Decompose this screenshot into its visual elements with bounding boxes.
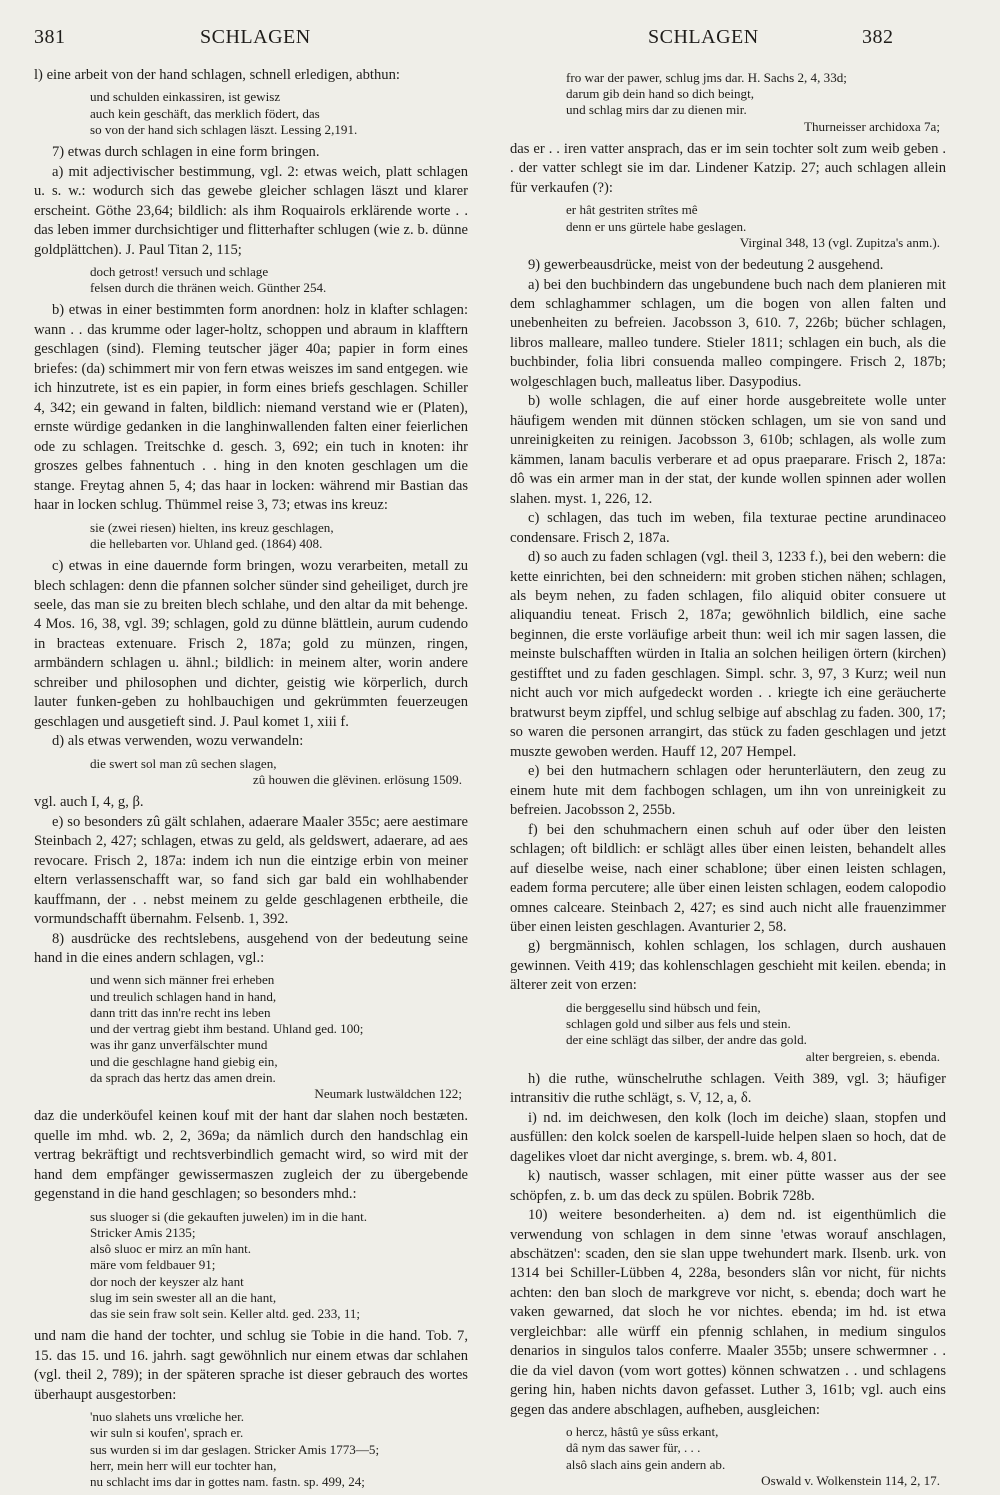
entry-paragraph: d) als etwas verwenden, wozu verwandeln: (52, 733, 304, 750)
quotation-line: alter bergreien, s. ebenda. (805, 1048, 940, 1064)
right-text-column (510, 66, 946, 1494)
verse-quotation (510, 202, 946, 251)
left-text-column (34, 66, 468, 1495)
entry-paragraph: f) bei den schuhmachern einen schuh auf oder über den leisten schlagen; oft bildlich: er schlägt alles über einen leisten, behandelt alles auf dieselbe weise, nach einer schablone; über einen leisten schlagen, eadem forma percutere; alle über einen leisten schlagen, eodem calopodio omnes calceare. Steinbach 2, 427; es sind auch nicht alle frauenzimmer über einen leisten geschlagen. Avanturier 2, 58. (510, 821, 946, 935)
verse-quotation (510, 1424, 946, 1489)
quotation-line: alsô sluoc er mirz an mîn hant. (90, 1241, 252, 1257)
quotation-line: und schlag mirs dar zu dienen mir. (566, 102, 747, 118)
verse-quotation (34, 756, 468, 788)
verse-quotation (510, 1000, 946, 1065)
entry-paragraph: 8) ausdrücke des rechtslebens, ausgehend von der bedeutung seine hand in die eines andern schlagen, vgl.: (34, 930, 468, 966)
quotation-line: nu schlacht ims dar in gottes nam. fastn. sp. 499, 24; (90, 1474, 365, 1490)
quotation-line: dor noch der keyszer alz hant (90, 1273, 244, 1289)
verse-quotation (34, 89, 468, 138)
quotation-line: Thurneisser archidoxa 7a; (804, 118, 940, 134)
quotation-line: darum gib dein hand so dich beingt, (566, 86, 755, 102)
quotation-line: da sprach das hertz das amen drein. (90, 1069, 276, 1085)
entry-paragraph: e) bei den hutmachern schlagen oder herunterläutern, den zeug zu einem hute mit dem fachbogen schlagen, um ihn von unreinigkeit zu befreien. Jacobsson 2, 255b. (510, 763, 946, 819)
quotation-line: 'nuo slahets uns vrœliche her. (90, 1409, 244, 1425)
left-page-number: 381 (34, 26, 66, 48)
entry-paragraph: 7) etwas durch schlagen in eine form bringen. (52, 144, 320, 161)
entry-paragraph: daz die underköufel keinen kouf mit der hant dar slahen noch bestæten. quelle im mhd. wb. 2, 2, 369a; da nämlich durch den handschlag ein vertrag bekräftigt und rechtsverbindlich gemacht wird, so wird mit der hand dem empfänger gewissermaszen zugleich der zu übergebende gegenstand in die hand geschlagen; so besonders mhd.: (34, 1108, 468, 1203)
entry-paragraph: das er . . iren vatter ansprach, das er im sein tochter solt zum weib geben . . der vatter schlegt sie im dar. Lindener Katzip. 27; auch schlagen allein für verkaufen (?): (510, 140, 946, 196)
entry-paragraph: 10) weitere besonderheiten. a) dem nd. ist eigenthümlich die verwendung von schlagen in dem sinne 'etwas worauf anschlagen, abschätzen': scaden, den sie slan uppe twehundert mark. Ilsenb. urk. von 1314 bei Schiller-Lübben 4, 228a, besonders slân vor nicht, für nichts achten: den ban sloch de markgreve vor nicht, s. ebenda; doch wart he vaken gewarned, dat sloch he vor nichtes. ebenda; im hd. ist etwa vergleichbar: alle würff ein pfennig schlahen, in medium singulos denarios in singulos talos conferre. Maaler 355b; unsere schwermner . . die da viel davon (vom wort gottes) können schwatzen . . und schlagens gering hin, haben nichts davon gefasset. Luther 3, 161b; vgl. auch eins gegen das andere abschlagen, aufheben, ausgleichen: (510, 1207, 946, 1418)
quotation-line: dann tritt das inn're recht ins leben (90, 1004, 271, 1020)
quotation-line: Oswald v. Wolkenstein 114, 2, 17. (761, 1472, 940, 1488)
entry-paragraph: c) schlagen, das tuch im weben, fila texturae pectine arundinaceo condensare. Frisch 2, 187a. (510, 510, 946, 546)
quotation-line: das sie sein fraw solt sein. Keller altd. ged. 233, 11; (90, 1306, 361, 1322)
verse-quotation (34, 972, 468, 1102)
left-running-title: SCHLAGEN (200, 26, 311, 48)
entry-paragraph: vgl. auch I, 4, g, β. (34, 794, 144, 811)
entry-paragraph: k) nautisch, wasser schlagen, mit einer pütte wasser aus der see schöpfen, z. b. um das deck zu spülen. Bobrik 728b. (510, 1168, 946, 1204)
quotation-line: wir suln si koufen', sprach er. (90, 1425, 244, 1441)
quotation-line: zû houwen die glëvinen. erlösung 1509. (252, 772, 462, 787)
quotation-line: die berggesellu sind hübsch und fein, (566, 999, 761, 1015)
quotation-line: dâ nym das sawer für, . . . (566, 1440, 701, 1456)
quotation-line: so von der hand sich schlagen läszt. Lessing 2,191. (90, 121, 358, 137)
right-running-title: SCHLAGEN (648, 26, 759, 48)
quotation-line: märe vom feldbauer 91; (90, 1257, 216, 1273)
quotation-line: auch kein geschäft, das merklich födert, das (90, 105, 320, 121)
quotation-line: herr, mein herr will eur tochter han, (90, 1457, 277, 1473)
quotation-line: schlagen gold und silber aus fels und stein. (566, 1016, 791, 1032)
quotation-line: und treulich schlagen hand in hand, (90, 988, 277, 1004)
verse-quotation (34, 264, 468, 296)
quotation-line: o hercz, hâstû ye sûss erkant, (566, 1424, 719, 1440)
quotation-line: sus sluoger si (die gekauften juwelen) im in die hant. (90, 1208, 368, 1224)
quotation-line: und der vertrag giebt ihm bestand. Uhland ged. 100; (90, 1021, 364, 1037)
quotation-line: und schulden einkassiren, ist gewisz (90, 89, 281, 105)
quotation-line: was ihr ganz unverfälschter mund (90, 1037, 268, 1053)
entry-paragraph: a) bei den buchbindern das ungebundene buch nach dem planieren mit dem schlaghammer schlagen, um die bogen von allen falten und unebenheiten zu befreien. Jacobsson 3, 610. 7, 226b; bücher schlagen, libros malleare, malleo tundere. Stieler 1811; schlagen ein buch, als die buchbinder, folia libri consuenda malleo compingere. Frisch 2, 187b; wolgeschlagen buch, malleatus liber. Dasypodius. (510, 276, 946, 390)
verse-quotation (34, 520, 468, 552)
quotation-line: sus wurden si im dar geslagen. Stricker Amis 1773—5; (90, 1441, 380, 1457)
quotation-line: Neumark lustwäldchen 122; (314, 1086, 462, 1102)
quotation-line: er hât gestriten strîtes mê (566, 202, 698, 218)
quotation-line: die swert sol man zû sechen slagen, (90, 755, 277, 771)
quotation-line: Virginal 348, 13 (vgl. Zupitza's anm.). (739, 234, 940, 250)
entry-paragraph: d) so auch zu faden schlagen (vgl. theil 3, 1233 f.), bei den webern: die kette einrichten, bei den schneidern: mit groben stichen nähen; schlagen, als beym nehen, zu faden schlagen, filo aliquid obiter consuere ut aliquandiu teneat. Frisch 2, 187a; gewöhnlich bildlich, eine sache beginnen, die erste vorläufige arbeit thun: weil ich mir sagen lassen, die meinste bulschafften würden in Italia an solchen heiligen örtern (kirchen) gestifftet und zu faden geschlagen. Simpl. schr. 3, 97, 3 Kurz; weil nun nicht auch vor mich aufgedeckt worden . . kriegte ich eine geräucherte bratwurst beym zipffel, und schlug selbige auf abschlag zu faden. 300, 17; so waren die personen arrangirt, das stück zu faden geschlagen und jetzt muszte gewoben werden. Hauff 12, 207 Hempel. (510, 549, 946, 760)
entry-paragraph: e) so besonders zû gält schlahen, adaerare Maaler 355c; aere aestimare Steinbach 2, 427; schlagen, etwas zu geld, als geldswert, adaerare, ad aes revocare. Frisch 2, 187a: indem ich nun die eintzige erbin von meiner eltern verlassenschafft war, so fand sich gar bald ein wohlhabender kauffmann, der . . nebst meinem zu gelde geschlagenen erbtheile, die vormundschafft übernahm. Felsenb. 1, 392. (34, 813, 468, 928)
entry-paragraph: b) etwas in einer bestimmten form anordnen: holz in klafter schlagen: wann . . das krumme oder lager-holtz, schoppen und abraum in klafftern geschlagen (sind). Fleming teutscher jäger 40a; papier in form eines briefes: (da) schimmert mir von fern etwas weiszes im sand entgegen. wie ich hinzutrete, ist es ein papier, in form eines briefs geschlagen. Schiller 4, 342; ein gewand in falten, bildlich: niemand verstand wie er (Platen), ernste würdige gedanken in die langhinwallenden falten einer feierlichen ode zu schlagen. Treitschke d. gesch. 3, 692; ein tuch in knoten: ihr groszes gelbes fahnentuch . . hing in den knoten geschlagen um die stange. Freytag ahnen 5, 4; das haar in locken: während mir Bastian das haar in locken schlug. Thümmel reise 3, 73; etwas ins kreuz: (34, 302, 468, 514)
right-page-number: 382 (862, 26, 894, 48)
quotation-line: und wenn sich männer frei erheben (90, 972, 275, 988)
entry-paragraph: i) nd. im deichwesen, den kolk (loch im deiche) slaan, stopfen und ausfüllen: den kolck soelen de karspell-luide helpen slaen so hoch, dat de dagelikes vloet dar nicht averginge, s. brem. wb. 4, 801. (510, 1109, 946, 1165)
verse-quotation (34, 1409, 468, 1490)
quotation-line: die hellebarten vor. Uhland ged. (1864) 408. (90, 535, 323, 551)
verse-quotation (510, 70, 946, 135)
entry-paragraph: g) bergmännisch, kohlen schlagen, los schlagen, durch aushauen gewinnen. Veith 419; das kohlenschlagen geschieht mit keilen. ebenda; in älterer zeit von erzen: (510, 938, 946, 994)
entry-paragraph: b) wolle schlagen, die auf einer horde ausgebreitete wolle unter häufigem wenden mit dünnen stöcken schlagen, um sie von sand und unreinigkeiten zu reinigen. Jacobsson 3, 610b; schlagen, als wolle zum kämmen, lanam baculis verberare et ad opus praeparare. Frisch 2, 187a: dô was ein armer man in der stat, der kunde wollen spinnen ader wollen slahen. myst. 1, 226, 12. (510, 393, 946, 507)
quotation-line: sie (zwei riesen) hielten, ins kreuz geschlagen, (90, 519, 334, 535)
quotation-line: denn er uns gürtele habe geslagen. (566, 218, 747, 234)
entry-paragraph: l) eine arbeit von der hand schlagen, schnell erledigen, abthun: (34, 67, 400, 83)
entry-paragraph: a) mit adjectivischer bestimmung, vgl. 2: etwas weich, platt schlagen u. s. w.: wodurch sich das gewebe gleicher schlagen läszt und klarer erscheint. Göthe 23,64; bildlich: als ihm Roquairols erklärende worte . . das leben immer durchsichtiger und flitterhafter schlugen (wie z. b. dünne goldplättchen). J. Paul Titan 2, 115; (34, 163, 468, 258)
quotation-line: alsô slach ains gein andern ab. (566, 1456, 726, 1472)
quotation-line: Stricker Amis 2135; (90, 1224, 196, 1240)
quotation-line: slug im sein swester all an die hant, (90, 1289, 277, 1305)
quotation-line: fro war der pawer, schlug jms dar. H. Sachs 2, 4, 33d; (566, 70, 847, 85)
entry-paragraph: und nam die hand der tochter, und schlug sie Tobie in die hand. Tob. 7, 15. das 15. und 16. jahrh. sagt gewöhnlich nur einem etwas dar schlahen (vgl. theil 2, 789); in der späteren sprache ist dieser gebrauch des wortes überhaupt ausgestorben: (34, 1328, 468, 1403)
entry-paragraph: 9) gewerbeausdrücke, meist von der bedeutung 2 ausgehend. (528, 257, 884, 274)
quotation-line: der eine schlägt das silber, der andre das gold. (566, 1032, 807, 1048)
entry-paragraph: h) die ruthe, wünschelruthe schlagen. Veith 389, vgl. 3; häufiger intransitiv die ruthe schlägt, s. V, 12, a, δ. (510, 1070, 946, 1107)
quotation-line: und die geschlagne hand giebig ein, (90, 1053, 278, 1069)
entry-paragraph: c) etwas in eine dauernde form bringen, wozu verarbeiten, metall zu blech schlagen: denn die pfannen solcher sünder sind geheiliget, durch jre seele, das man sie zu breiten blech schlahe, und den altar da mit behenge. 4 Mos. 16, 38, vgl. 39; schlagen, gold zu dünne blättlein, aurum cudendo in bracteas extenuare. Frisch 2, 187a; gold zu münzen, ringen, armbändern schlagen u. ähnl.; bildlich: in meinem alter, worin andere schreiber und philosophen und dichter, geistig wie körperlich, durch lauter funken-geben zu hohlbauchigen und gekrümmten feuerzeugen geschlagen und ausgetieft sind. J. Paul komet 1, xiii f. (34, 558, 468, 730)
verse-quotation (34, 1209, 468, 1323)
quotation-line: felsen durch die thränen weich. Günther 254. (90, 280, 327, 296)
quotation-line: doch getrost! versuch und schlage (90, 263, 269, 279)
